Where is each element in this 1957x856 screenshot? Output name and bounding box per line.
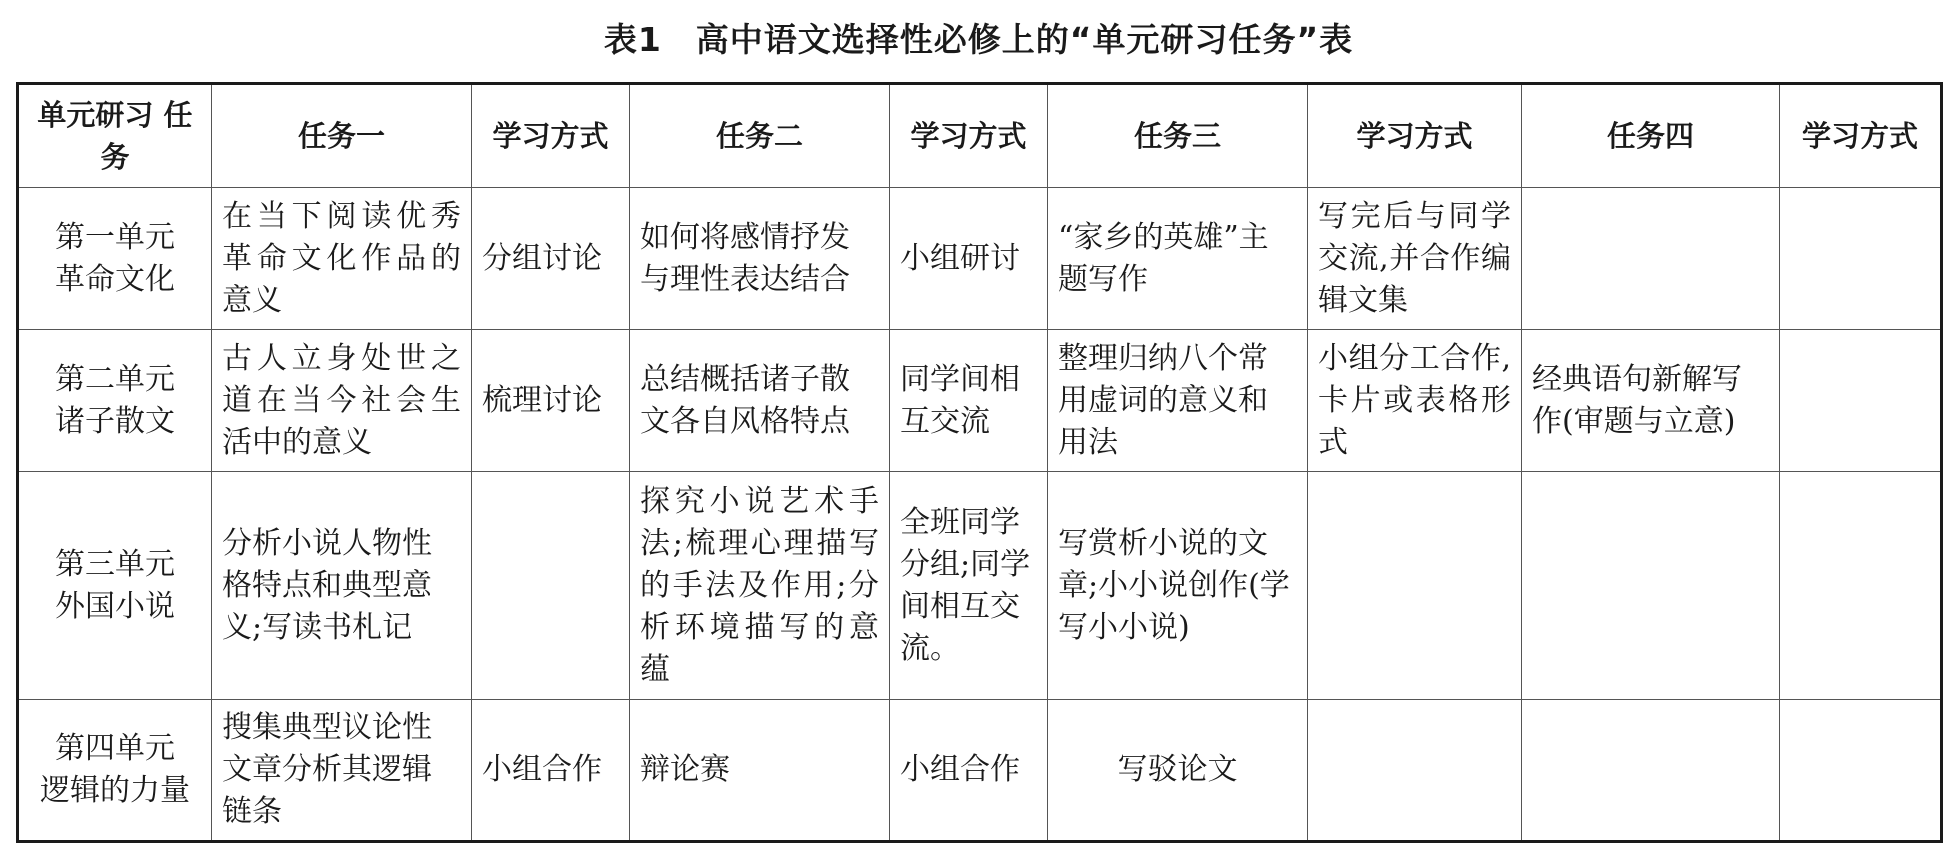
method1-cell: 分组讨论 <box>472 188 630 330</box>
table-row <box>18 472 1942 700</box>
header-method4: 学习方式 <box>1780 84 1942 188</box>
header-method2: 学习方式 <box>890 84 1048 188</box>
method4-cell <box>1780 472 1942 700</box>
task3-cell: 写赏析小说的文章;小小说创作(学写小小说) <box>1048 472 1308 700</box>
task4-cell <box>1522 188 1780 330</box>
method3-cell: 写完后与同学交流,并合作编辑文集 <box>1308 188 1522 330</box>
unit-cell: 第一单元 革命文化 <box>18 188 212 330</box>
task4-cell <box>1522 700 1780 842</box>
header-unit <box>18 84 212 188</box>
unit-tasks-table <box>16 82 1943 843</box>
task3-cell: “家乡的英雄”主题写作 <box>1048 188 1308 330</box>
header-method1: 学习方式 <box>472 84 630 188</box>
method1-cell <box>472 472 630 700</box>
unit-cell: 第二单元 诸子散文 <box>18 330 212 472</box>
header-task3: 任务三 <box>1048 84 1308 188</box>
task4-cell <box>1522 472 1780 700</box>
task1-cell: 分析小说人物性格特点和典型意义;写读书札记 <box>212 472 472 700</box>
table-row <box>18 700 1942 842</box>
task4-cell: 经典语句新解写作(审题与立意) <box>1522 330 1780 472</box>
method1-cell: 小组合作 <box>472 700 630 842</box>
header-method3: 学习方式 <box>1308 84 1522 188</box>
method3-cell: 小组分工合作,卡片或表格形式 <box>1308 330 1522 472</box>
header-task4: 任务四 <box>1522 84 1780 188</box>
method2-cell: 小组研讨 <box>890 188 1048 330</box>
header-row <box>18 84 1942 188</box>
method4-cell <box>1780 188 1942 330</box>
task1-cell: 在当下阅读优秀革命文化作品的意义 <box>212 188 472 330</box>
method4-cell <box>1780 330 1942 472</box>
header-unit-line2: 任务 <box>100 98 193 174</box>
method1-cell: 梳理讨论 <box>472 330 630 472</box>
task3-cell: 写驳论文 <box>1048 700 1308 842</box>
method2-cell: 全班同学分组;同学间相互交流。 <box>890 472 1048 700</box>
header-unit-line1: 单元研习 <box>37 98 154 132</box>
task2-cell: 如何将感情抒发与理性表达结合 <box>630 188 890 330</box>
header-task1: 任务一 <box>212 84 472 188</box>
method4-cell <box>1780 700 1942 842</box>
task3-cell: 整理归纳八个常用虚词的意义和用法 <box>1048 330 1308 472</box>
method2-cell: 小组合作 <box>890 700 1048 842</box>
method2-cell: 同学间相互交流 <box>890 330 1048 472</box>
task1-cell: 古人立身处世之道在当今社会生活中的意义 <box>212 330 472 472</box>
task2-cell: 探究小说艺术手法;梳理心理描写的手法及作用;分析环境描写的意蕴 <box>630 472 890 700</box>
header-task2: 任务二 <box>630 84 890 188</box>
unit-cell: 第三单元 外国小说 <box>18 472 212 700</box>
method3-cell <box>1308 700 1522 842</box>
task2-cell: 辩论赛 <box>630 700 890 842</box>
table-row <box>18 330 1942 472</box>
unit-cell: 第四单元 逻辑的力量 <box>18 700 212 842</box>
table-caption: 表1 高中语文选择性必修上的“单元研习任务”表 <box>603 20 1354 59</box>
task1-cell: 搜集典型议论性文章分析其逻辑链条 <box>212 700 472 842</box>
table-row <box>18 188 1942 330</box>
task2-cell: 总结概括诸子散文各自风格特点 <box>630 330 890 472</box>
method3-cell <box>1308 472 1522 700</box>
